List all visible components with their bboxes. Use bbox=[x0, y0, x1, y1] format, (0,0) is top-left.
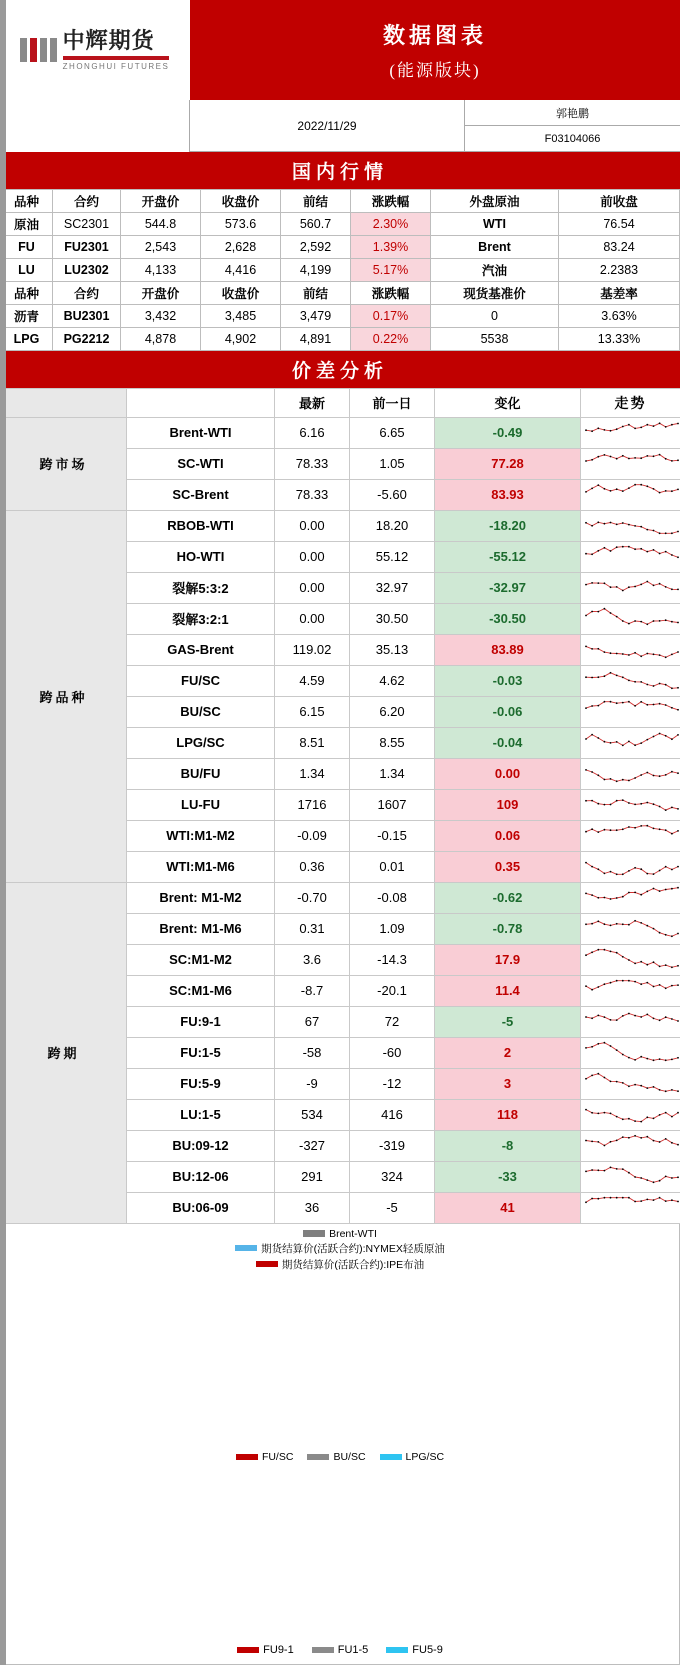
spread-change: 77.28 bbox=[435, 448, 581, 479]
spread-trend-sparkline bbox=[581, 727, 680, 758]
spread-change: -30.50 bbox=[435, 603, 581, 634]
spread-trend-sparkline bbox=[581, 1130, 680, 1161]
spread-change: 0.00 bbox=[435, 758, 581, 789]
spread-prev: -5.60 bbox=[350, 479, 435, 510]
cell-change: 0.22% bbox=[351, 328, 431, 351]
spread-trend-sparkline bbox=[581, 479, 680, 510]
spread-row-name: 裂解5:3:2 bbox=[127, 572, 275, 603]
legend-item bbox=[380, 1451, 445, 1463]
table-header-row bbox=[1, 282, 680, 305]
spread-group-header bbox=[1, 389, 127, 418]
cell-contract: LU2302 bbox=[53, 259, 121, 282]
col-open: 开盘价 bbox=[121, 190, 201, 213]
spread-trend-sparkline bbox=[581, 541, 680, 572]
table-row bbox=[1, 259, 680, 282]
legend-item bbox=[237, 1644, 294, 1656]
cell-overseas-label: Brent bbox=[431, 236, 559, 259]
spread-row-name: Brent: M1-M2 bbox=[127, 882, 275, 913]
cell-prev: 3,479 bbox=[281, 305, 351, 328]
section-banner-spread: 价差分析 bbox=[0, 351, 680, 388]
spread-row-name: BU:09-12 bbox=[127, 1130, 275, 1161]
spread-row-name: 裂解3:2:1 bbox=[127, 603, 275, 634]
spread-trend-sparkline bbox=[581, 851, 680, 882]
spread-latest: 36 bbox=[275, 1192, 350, 1223]
spread-prev: 35.13 bbox=[350, 634, 435, 665]
col-open-2: 开盘价 bbox=[121, 282, 201, 305]
chart3-legend bbox=[1, 1638, 679, 1664]
legend-item bbox=[303, 1228, 377, 1240]
cell-change: 0.17% bbox=[351, 305, 431, 328]
spread-change: 3 bbox=[435, 1068, 581, 1099]
cell-contract: BU2301 bbox=[53, 305, 121, 328]
spread-prev: 18.20 bbox=[350, 510, 435, 541]
spread-row-name: WTI:M1-M6 bbox=[127, 851, 275, 882]
cell-overseas-label: 汽油 bbox=[431, 259, 559, 282]
cell-prev: 560.7 bbox=[281, 213, 351, 236]
spread-change: 83.93 bbox=[435, 479, 581, 510]
col-change-2: 涨跌幅 bbox=[351, 282, 431, 305]
spread-latest: 6.16 bbox=[275, 417, 350, 448]
spread-prev-header: 前一日 bbox=[350, 389, 435, 418]
spread-prev: 1.05 bbox=[350, 448, 435, 479]
col-prev: 前结 bbox=[281, 190, 351, 213]
cell-variety: FU bbox=[1, 236, 53, 259]
spread-row-name: LPG/SC bbox=[127, 727, 275, 758]
spread-latest-header: 最新 bbox=[275, 389, 350, 418]
cell-variety: 沥青 bbox=[1, 305, 53, 328]
table-header-row bbox=[1, 190, 680, 213]
spread-row bbox=[1, 510, 680, 541]
report-subtitle: (能源版块) bbox=[389, 56, 480, 81]
spread-trend-sparkline bbox=[581, 634, 680, 665]
spread-prev: 1.34 bbox=[350, 758, 435, 789]
spread-change: -0.49 bbox=[435, 417, 581, 448]
chart-brent-wti bbox=[1, 1224, 679, 1447]
col-variety-2: 品种 bbox=[1, 282, 53, 305]
spread-row-name: FU:5-9 bbox=[127, 1068, 275, 1099]
spread-latest: 1716 bbox=[275, 789, 350, 820]
cell-basis: 13.33% bbox=[559, 328, 680, 351]
legend-swatch-fu1-5 bbox=[312, 1647, 334, 1653]
spread-latest: 534 bbox=[275, 1099, 350, 1130]
spread-trend-sparkline bbox=[581, 1192, 680, 1223]
chart-ratios bbox=[1, 1447, 679, 1638]
spread-trend-sparkline bbox=[581, 820, 680, 851]
spread-row-name: FU:9-1 bbox=[127, 1006, 275, 1037]
legend-swatch-bu-sc bbox=[307, 1454, 329, 1460]
col-close-2: 收盘价 bbox=[201, 282, 281, 305]
spread-prev: 72 bbox=[350, 1006, 435, 1037]
legend-label: FU5-9 bbox=[412, 1644, 443, 1656]
spread-group-label: 跨品种 bbox=[1, 510, 127, 882]
spread-prev: 1.09 bbox=[350, 913, 435, 944]
spread-latest: -58 bbox=[275, 1037, 350, 1068]
spread-latest: 6.15 bbox=[275, 696, 350, 727]
spread-latest: 0.31 bbox=[275, 913, 350, 944]
spread-prev: -319 bbox=[350, 1130, 435, 1161]
spread-row bbox=[1, 882, 680, 913]
cell-variety: LPG bbox=[1, 328, 53, 351]
cell-basis: 3.63% bbox=[559, 305, 680, 328]
logo-underline bbox=[63, 56, 170, 60]
meta-spacer bbox=[0, 100, 190, 152]
cell-contract: SC2301 bbox=[53, 213, 121, 236]
spread-change: -0.62 bbox=[435, 882, 581, 913]
spread-row-name: SC-WTI bbox=[127, 448, 275, 479]
spread-row-name: SC:M1-M6 bbox=[127, 975, 275, 1006]
col-variety: 品种 bbox=[1, 190, 53, 213]
col-prev-close: 前收盘 bbox=[559, 190, 680, 213]
table-row bbox=[1, 328, 680, 351]
spread-change: 2 bbox=[435, 1037, 581, 1068]
cell-overseas-value: 76.54 bbox=[559, 213, 680, 236]
cell-variety: LU bbox=[1, 259, 53, 282]
spread-row-name: BU:06-09 bbox=[127, 1192, 275, 1223]
spread-analysis-table bbox=[0, 388, 680, 1224]
spread-trend-sparkline bbox=[581, 572, 680, 603]
cell-prev: 4,891 bbox=[281, 328, 351, 351]
spread-trend-sparkline bbox=[581, 975, 680, 1006]
spread-row-name: BU/SC bbox=[127, 696, 275, 727]
spread-latest: 0.00 bbox=[275, 572, 350, 603]
chart2-plot bbox=[10, 1463, 670, 1638]
spread-trend-sparkline bbox=[581, 1006, 680, 1037]
spread-prev: 8.55 bbox=[350, 727, 435, 758]
table-row bbox=[1, 236, 680, 259]
spread-prev: 4.62 bbox=[350, 665, 435, 696]
spread-row-name: Brent: M1-M6 bbox=[127, 913, 275, 944]
spread-row-name: LU:1-5 bbox=[127, 1099, 275, 1130]
legend-label: FU9-1 bbox=[263, 1644, 294, 1656]
col-change: 涨跌幅 bbox=[351, 190, 431, 213]
spread-trend-sparkline bbox=[581, 882, 680, 913]
spread-row-name: LU-FU bbox=[127, 789, 275, 820]
col-prev-2: 前结 bbox=[281, 282, 351, 305]
legend-label: BU/SC bbox=[333, 1451, 365, 1463]
legend-label: 期货结算价(活跃合约):NYMEX轻质原油 bbox=[261, 1241, 445, 1256]
chart2-legend bbox=[1, 1451, 679, 1463]
spread-row-name: GAS-Brent bbox=[127, 634, 275, 665]
spread-change: -55.12 bbox=[435, 541, 581, 572]
cell-contract: FU2301 bbox=[53, 236, 121, 259]
spread-latest: -8.7 bbox=[275, 975, 350, 1006]
spread-latest: -327 bbox=[275, 1130, 350, 1161]
col-contract-2: 合约 bbox=[53, 282, 121, 305]
cell-prev: 2,592 bbox=[281, 236, 351, 259]
charts-area bbox=[0, 1224, 680, 1665]
spread-latest: 0.00 bbox=[275, 541, 350, 572]
cell-close: 2,628 bbox=[201, 236, 281, 259]
spread-prev: -0.15 bbox=[350, 820, 435, 851]
report-date: 2022/11/29 bbox=[190, 100, 465, 152]
col-overseas: 外盘原油 bbox=[431, 190, 559, 213]
spread-prev: 0.01 bbox=[350, 851, 435, 882]
spread-latest: 291 bbox=[275, 1161, 350, 1192]
cell-change: 1.39% bbox=[351, 236, 431, 259]
spread-header-row bbox=[1, 389, 680, 418]
spread-trend-sparkline bbox=[581, 665, 680, 696]
spread-row-name: RBOB-WTI bbox=[127, 510, 275, 541]
spread-prev: 6.65 bbox=[350, 417, 435, 448]
spread-row-name: HO-WTI bbox=[127, 541, 275, 572]
chart1-plot bbox=[10, 1272, 670, 1447]
spread-trend-sparkline bbox=[581, 1037, 680, 1068]
spread-change: 118 bbox=[435, 1099, 581, 1130]
spread-latest: 119.02 bbox=[275, 634, 350, 665]
spread-prev: -60 bbox=[350, 1037, 435, 1068]
spread-change: 109 bbox=[435, 789, 581, 820]
spread-trend-sparkline bbox=[581, 510, 680, 541]
spread-change: -33 bbox=[435, 1161, 581, 1192]
cell-spot: 0 bbox=[431, 305, 559, 328]
cell-prev: 4,199 bbox=[281, 259, 351, 282]
spread-change: -5 bbox=[435, 1006, 581, 1037]
logo-company-name-en: ZHONGHUI FUTURES bbox=[63, 63, 170, 71]
analyst-license: F03104066 bbox=[465, 126, 680, 152]
spread-latest: 1.34 bbox=[275, 758, 350, 789]
spread-prev: 1607 bbox=[350, 789, 435, 820]
spread-change: -18.20 bbox=[435, 510, 581, 541]
legend-swatch-nymex bbox=[235, 1245, 257, 1251]
col-contract: 合约 bbox=[53, 190, 121, 213]
spread-row bbox=[1, 417, 680, 448]
spread-change: -0.78 bbox=[435, 913, 581, 944]
spread-trend-sparkline bbox=[581, 913, 680, 944]
page-left-margin bbox=[0, 0, 6, 1665]
spread-latest: -0.09 bbox=[275, 820, 350, 851]
col-basis-rate: 基差率 bbox=[559, 282, 680, 305]
spread-row-name: BU:12-06 bbox=[127, 1161, 275, 1192]
spread-prev: 32.97 bbox=[350, 572, 435, 603]
spread-trend-sparkline bbox=[581, 696, 680, 727]
cell-overseas-value: 83.24 bbox=[559, 236, 680, 259]
spread-prev: -0.08 bbox=[350, 882, 435, 913]
cell-open: 4,133 bbox=[121, 259, 201, 282]
col-spot-price: 现货基准价 bbox=[431, 282, 559, 305]
spread-trend-sparkline bbox=[581, 1068, 680, 1099]
cell-variety: 原油 bbox=[1, 213, 53, 236]
spread-row-name: WTI:M1-M2 bbox=[127, 820, 275, 851]
spread-trend-sparkline bbox=[581, 603, 680, 634]
cell-change: 2.30% bbox=[351, 213, 431, 236]
col-close: 收盘价 bbox=[201, 190, 281, 213]
spread-change: 11.4 bbox=[435, 975, 581, 1006]
domestic-market-table bbox=[0, 189, 680, 351]
spread-row-name: FU/SC bbox=[127, 665, 275, 696]
spread-prev: 55.12 bbox=[350, 541, 435, 572]
spread-latest: 0.36 bbox=[275, 851, 350, 882]
table-row bbox=[1, 305, 680, 328]
spread-prev: 6.20 bbox=[350, 696, 435, 727]
spread-latest: 0.00 bbox=[275, 603, 350, 634]
cell-close: 3,485 bbox=[201, 305, 281, 328]
spread-trend-header: 走势 bbox=[581, 389, 680, 418]
spread-name-header bbox=[127, 389, 275, 418]
chart1-legend bbox=[1, 1228, 679, 1272]
cell-spot: 5538 bbox=[431, 328, 559, 351]
spread-latest: -9 bbox=[275, 1068, 350, 1099]
spread-prev: 416 bbox=[350, 1099, 435, 1130]
spread-prev: -5 bbox=[350, 1192, 435, 1223]
spread-group-label: 跨期 bbox=[1, 882, 127, 1223]
legend-label: LPG/SC bbox=[406, 1451, 445, 1463]
spread-latest: 78.33 bbox=[275, 479, 350, 510]
legend-item bbox=[386, 1644, 443, 1656]
cell-close: 4,902 bbox=[201, 328, 281, 351]
spread-row-name: SC-Brent bbox=[127, 479, 275, 510]
legend-item bbox=[236, 1451, 294, 1463]
spread-change: 83.89 bbox=[435, 634, 581, 665]
spread-latest: 3.6 bbox=[275, 944, 350, 975]
legend-label: 期货结算价(活跃合约):IPE布油 bbox=[282, 1257, 424, 1272]
spread-row-name: FU:1-5 bbox=[127, 1037, 275, 1068]
report-meta-row bbox=[0, 100, 680, 152]
report-title: 数据图表 bbox=[383, 19, 487, 50]
cell-close: 573.6 bbox=[201, 213, 281, 236]
cell-overseas-value: 2.2383 bbox=[559, 259, 680, 282]
spread-trend-sparkline bbox=[581, 789, 680, 820]
legend-swatch-brent-wti bbox=[303, 1230, 325, 1237]
table-row bbox=[1, 213, 680, 236]
spread-trend-sparkline bbox=[581, 944, 680, 975]
cell-open: 4,878 bbox=[121, 328, 201, 351]
spread-latest: 78.33 bbox=[275, 448, 350, 479]
spread-change: -32.97 bbox=[435, 572, 581, 603]
logo-company-name-cn: 中辉期货 bbox=[63, 30, 170, 52]
spread-group-label: 跨市场 bbox=[1, 417, 127, 510]
legend-item bbox=[235, 1241, 445, 1256]
spread-row-name: BU/FU bbox=[127, 758, 275, 789]
spread-prev: 324 bbox=[350, 1161, 435, 1192]
spread-prev: -12 bbox=[350, 1068, 435, 1099]
spread-change-header: 变化 bbox=[435, 389, 581, 418]
analyst-name: 郭艳鹏 bbox=[465, 100, 680, 126]
spread-trend-sparkline bbox=[581, 1161, 680, 1192]
legend-item bbox=[312, 1644, 369, 1656]
spread-change: -0.06 bbox=[435, 696, 581, 727]
legend-swatch-fu-sc bbox=[236, 1454, 258, 1460]
legend-swatch-fu9-1 bbox=[237, 1647, 259, 1653]
spread-row-name: SC:M1-M2 bbox=[127, 944, 275, 975]
spread-trend-sparkline bbox=[581, 417, 680, 448]
spread-change: 41 bbox=[435, 1192, 581, 1223]
legend-label: FU/SC bbox=[262, 1451, 294, 1463]
cell-close: 4,416 bbox=[201, 259, 281, 282]
spread-prev: -14.3 bbox=[350, 944, 435, 975]
legend-label: Brent-WTI bbox=[329, 1228, 377, 1240]
spread-change: -0.04 bbox=[435, 727, 581, 758]
spread-row-name: Brent-WTI bbox=[127, 417, 275, 448]
spread-latest: 0.00 bbox=[275, 510, 350, 541]
spread-trend-sparkline bbox=[581, 758, 680, 789]
legend-swatch-fu5-9 bbox=[386, 1647, 408, 1653]
legend-item bbox=[307, 1451, 365, 1463]
spread-change: 17.9 bbox=[435, 944, 581, 975]
spread-trend-sparkline bbox=[581, 448, 680, 479]
cell-open: 544.8 bbox=[121, 213, 201, 236]
cell-open: 2,543 bbox=[121, 236, 201, 259]
spread-prev: 30.50 bbox=[350, 603, 435, 634]
report-header bbox=[0, 0, 680, 100]
legend-label: FU1-5 bbox=[338, 1644, 369, 1656]
company-logo bbox=[0, 0, 190, 100]
report-title-block bbox=[190, 0, 680, 100]
cell-open: 3,432 bbox=[121, 305, 201, 328]
spread-trend-sparkline bbox=[581, 1099, 680, 1130]
analyst-block bbox=[465, 100, 680, 152]
cell-contract: PG2212 bbox=[53, 328, 121, 351]
cell-change: 5.17% bbox=[351, 259, 431, 282]
spread-change: 0.35 bbox=[435, 851, 581, 882]
spread-change: -0.03 bbox=[435, 665, 581, 696]
cell-overseas-label: WTI bbox=[431, 213, 559, 236]
legend-swatch-lpg-sc bbox=[380, 1454, 402, 1460]
spread-change: -8 bbox=[435, 1130, 581, 1161]
logo-mark-icon bbox=[20, 38, 57, 62]
spread-prev: -20.1 bbox=[350, 975, 435, 1006]
legend-item bbox=[256, 1257, 424, 1272]
spread-change: 0.06 bbox=[435, 820, 581, 851]
section-banner-domestic: 国内行情 bbox=[0, 152, 680, 189]
spread-latest: 4.59 bbox=[275, 665, 350, 696]
spread-latest: 8.51 bbox=[275, 727, 350, 758]
spread-latest: 67 bbox=[275, 1006, 350, 1037]
legend-swatch-ipe bbox=[256, 1261, 278, 1267]
spread-latest: -0.70 bbox=[275, 882, 350, 913]
